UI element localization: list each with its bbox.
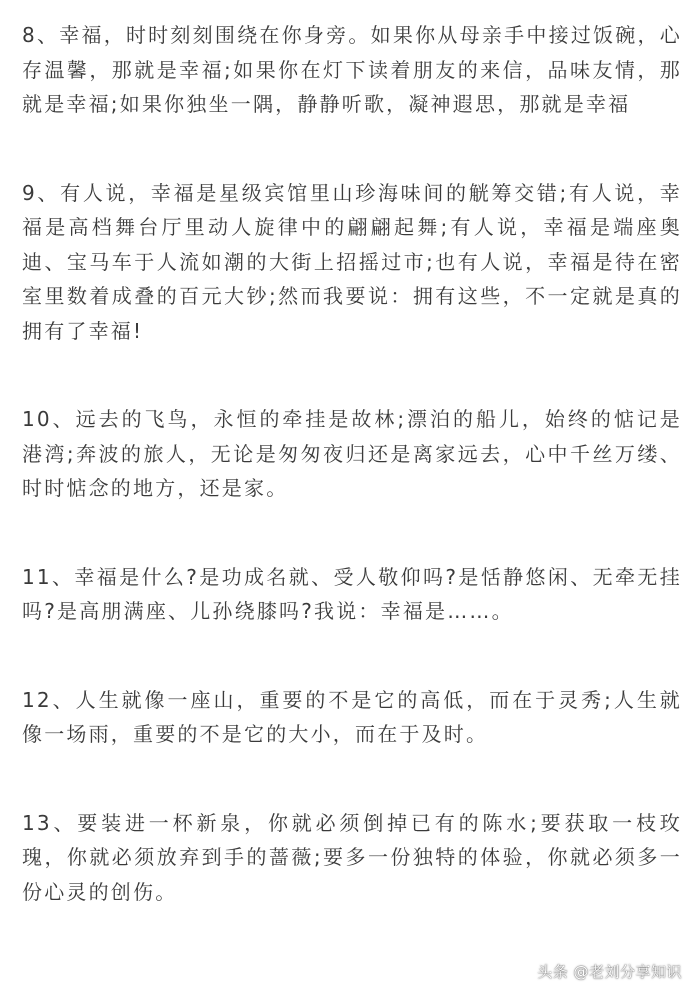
paragraph-spacer [22,752,682,806]
paragraph-13: 13、要装进一杯新泉，你就必须倒掉已有的陈水;要获取一枝玫瑰，你就必须放弃到手的蔷薇;要多一份独特的体验，你就必须多一份心灵的创伤。 [22,810,682,904]
paragraph-spacer [22,629,682,683]
paragraph-spacer [22,348,682,402]
paragraph-11: 11、幸福是什么?是功成名就、受人敬仰吗?是恬静悠闲、无牵无挂吗?是高朋满座、儿孙绕膝吗?我说：幸福是……。 [22,564,682,623]
paragraph-12: 12、人生就像一座山，重要的不是它的高低，而在于灵秀;人生就像一场雨，重要的不是它的大小，而在于及时。 [22,687,682,746]
paragraph-9: 9、有人说，幸福是星级宾馆里山珍海味间的觥筹交错;有人说，幸福是高档舞台厅里动人旋律中的翩翩起舞;有人说，幸福是端座奥迪、宝马车于人流如潮的大街上招摇过市;也有人说，幸福是待在密室里数着成叠的百元大钞;然而我要说：拥有这些，不一定就是真的拥有了幸福! [22,180,682,343]
source-watermark: 头条 @老刘分享知识 [537,963,682,981]
paragraph-10: 10、远去的飞鸟，永恒的牵挂是故林;漂泊的船儿，始终的惦记是港湾;奔波的旅人，无论是匆匆夜归还是离家远去，心中千丝万缕、时时惦念的地方，还是家。 [22,407,682,500]
paragraph-spacer [22,506,682,560]
article-body [22,18,682,909]
paragraph-spacer [22,122,682,176]
paragraph-8: 8、幸福，时时刻刻围绕在你身旁。如果你从母亲手中接过饭碗，心存温馨，那就是幸福;如果你在灯下读着朋友的来信，品味友情，那就是幸福;如果你独坐一隅，静静听歌，凝神遐思，那就是幸福 [22,23,682,116]
